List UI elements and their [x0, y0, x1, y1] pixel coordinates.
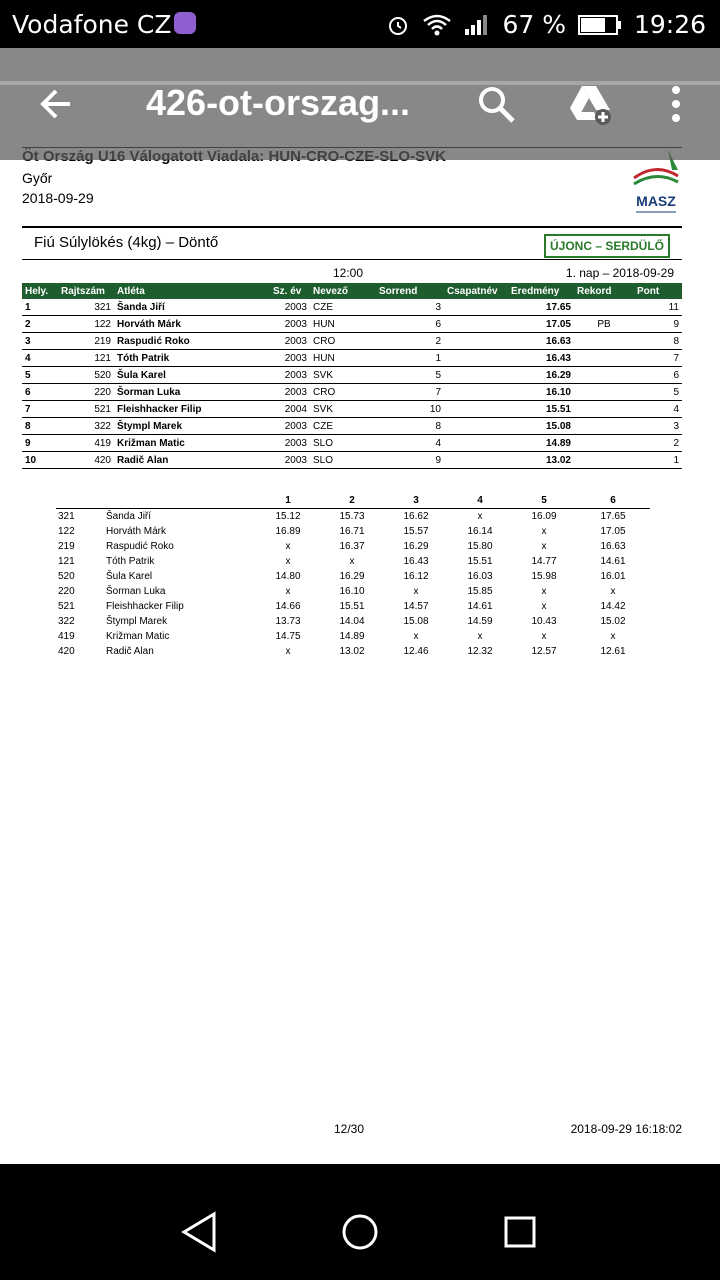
- result-bib: 220: [58, 384, 114, 401]
- result-name: Fleishhacker Filip: [114, 401, 270, 418]
- attempt-3: 16.12: [403, 571, 429, 582]
- result-year: 2003: [270, 435, 310, 452]
- result-team: [444, 384, 508, 401]
- col-team: Csapatnév: [444, 283, 508, 299]
- result-year: 2003: [270, 418, 310, 435]
- result-result: 17.65: [508, 299, 574, 316]
- circle-home-icon[interactable]: [336, 1208, 384, 1256]
- results-table: [22, 283, 682, 469]
- attempt-1: 14.80: [275, 571, 301, 582]
- result-points: 5: [634, 384, 682, 401]
- result-place: 5: [22, 367, 58, 384]
- attempt-6: x: [610, 631, 616, 642]
- result-place: 2: [22, 316, 58, 333]
- battery-icon: [578, 14, 622, 36]
- meet-date: 2018-09-29: [22, 190, 94, 206]
- result-nation: SVK: [310, 401, 376, 418]
- result-order: 2: [376, 333, 444, 350]
- attempt-bib: 322: [58, 616, 75, 627]
- result-row: [22, 452, 682, 469]
- result-order: 3: [376, 299, 444, 316]
- attempt-5: x: [541, 541, 547, 552]
- result-name: Raspudić Roko: [114, 333, 270, 350]
- attempt-col-5: 5: [512, 492, 576, 509]
- result-order: 4: [376, 435, 444, 452]
- result-result: 15.08: [508, 418, 574, 435]
- attempt-row: [56, 569, 650, 584]
- attempt-col-bib: [56, 492, 104, 509]
- result-year: 2003: [270, 367, 310, 384]
- result-row: [22, 333, 682, 350]
- attempt-6: 14.42: [600, 601, 626, 612]
- attempt-1: 14.66: [275, 601, 301, 612]
- divider: [22, 259, 682, 260]
- attempt-2: x: [349, 556, 355, 567]
- triangle-back-icon[interactable]: [176, 1208, 224, 1256]
- attempt-5: x: [541, 601, 547, 612]
- result-row: [22, 350, 682, 367]
- attempt-5: 10.43: [531, 616, 557, 627]
- result-row: [22, 316, 682, 333]
- attempt-5: 12.57: [531, 646, 557, 657]
- attempt-1: x: [285, 541, 291, 552]
- result-bib: 419: [58, 435, 114, 452]
- attempt-5: x: [541, 586, 547, 597]
- result-row: [22, 401, 682, 418]
- attempt-5: 14.77: [531, 556, 557, 567]
- result-name: Križman Matic: [114, 435, 270, 452]
- attempt-row: [56, 629, 650, 644]
- result-place: 4: [22, 350, 58, 367]
- result-row: [22, 299, 682, 316]
- attempt-3: 14.57: [403, 601, 429, 612]
- attempt-athlete: Šorman Luka: [106, 586, 166, 597]
- result-year: 2003: [270, 384, 310, 401]
- result-row: [22, 367, 682, 384]
- result-year: 2003: [270, 316, 310, 333]
- attempt-athlete: Tóth Patrik: [106, 556, 155, 567]
- result-points: 2: [634, 435, 682, 452]
- result-team: [444, 333, 508, 350]
- attempt-6: 14.61: [600, 556, 626, 567]
- result-place: 10: [22, 452, 58, 469]
- result-record: [574, 350, 634, 367]
- attempt-5: 16.09: [531, 511, 557, 522]
- col-record: Rekord: [574, 283, 634, 299]
- attempt-5: x: [541, 526, 547, 537]
- result-place: 9: [22, 435, 58, 452]
- col-result: Eredmény: [508, 283, 574, 299]
- attempt-4: 14.61: [467, 601, 493, 612]
- attempt-bib: 520: [58, 571, 75, 582]
- result-name: Šula Karel: [114, 367, 270, 384]
- attempt-5: 15.98: [531, 571, 557, 582]
- result-record: [574, 452, 634, 469]
- col-nation: Nevező: [310, 283, 376, 299]
- attempt-4: 14.59: [467, 616, 493, 627]
- more-vert-icon[interactable]: [654, 82, 698, 126]
- attempt-row: [56, 554, 650, 569]
- result-bib: 521: [58, 401, 114, 418]
- attempt-3: 15.57: [403, 526, 429, 537]
- attempt-4: 16.14: [467, 526, 493, 537]
- attempt-2: 16.10: [339, 586, 365, 597]
- event-time: 12:00: [333, 266, 364, 280]
- attempt-4: 15.80: [467, 541, 493, 552]
- attempt-bib: 420: [58, 646, 75, 657]
- attempt-athlete: Šanda Jiří: [106, 511, 152, 522]
- result-team: [444, 350, 508, 367]
- attempt-2: 13.02: [339, 646, 365, 657]
- attempt-6: 12.61: [600, 646, 626, 657]
- col-bib: Rajtszám: [58, 283, 114, 299]
- attempts-table: [56, 492, 650, 659]
- attempt-3: 15.08: [403, 616, 429, 627]
- result-row: [22, 418, 682, 435]
- result-nation: HUN: [310, 350, 376, 367]
- carrier-name: Vodafone CZ: [12, 10, 172, 39]
- attempt-col-3: 3: [384, 492, 448, 509]
- attempt-bib: 321: [58, 511, 75, 522]
- result-year: 2003: [270, 452, 310, 469]
- result-record: [574, 401, 634, 418]
- alarm-icon: [386, 13, 410, 37]
- result-points: 4: [634, 401, 682, 418]
- result-nation: SLO: [310, 435, 376, 452]
- page-number: 12/30: [334, 1122, 365, 1136]
- arrow-left-icon[interactable]: [36, 84, 76, 124]
- result-year: 2004: [270, 401, 310, 418]
- attempt-6: 17.05: [600, 526, 626, 537]
- result-result: 13.02: [508, 452, 574, 469]
- square-recents-icon[interactable]: [496, 1208, 544, 1256]
- attempt-3: x: [413, 586, 419, 597]
- attempt-3: x: [413, 631, 419, 642]
- result-year: 2003: [270, 299, 310, 316]
- result-order: 6: [376, 316, 444, 333]
- document-title: 426-ot-orszag...: [146, 82, 411, 123]
- result-order: 7: [376, 384, 444, 401]
- result-team: [444, 401, 508, 418]
- result-order: 1: [376, 350, 444, 367]
- result-nation: SVK: [310, 367, 376, 384]
- result-result: 14.89: [508, 435, 574, 452]
- attempt-row: [56, 509, 650, 525]
- result-team: [444, 316, 508, 333]
- attempt-athlete: Štympl Marek: [106, 616, 168, 627]
- drive-add-icon[interactable]: [568, 82, 612, 126]
- logo-text: MASZ: [636, 193, 676, 209]
- results-header-row: [22, 283, 682, 299]
- attempt-row: [56, 599, 650, 614]
- result-team: [444, 435, 508, 452]
- attempt-row: [56, 614, 650, 629]
- result-record: [574, 333, 634, 350]
- attempt-6: 15.02: [600, 616, 626, 627]
- meet-city: Győr: [22, 170, 53, 186]
- result-nation: CRO: [310, 333, 376, 350]
- attempt-2: 16.29: [339, 571, 365, 582]
- search-icon[interactable]: [474, 82, 518, 126]
- attempt-2: 14.89: [339, 631, 365, 642]
- signal-icon: [464, 13, 490, 37]
- result-points: 8: [634, 333, 682, 350]
- result-record: [574, 435, 634, 452]
- attempt-2: 16.37: [339, 541, 365, 552]
- col-year: Sz. év: [270, 283, 310, 299]
- result-bib: 121: [58, 350, 114, 367]
- attempt-row: [56, 584, 650, 599]
- pdf-page[interactable]: [0, 48, 720, 1164]
- result-order: 8: [376, 418, 444, 435]
- result-name: Štympl Marek: [114, 418, 270, 435]
- result-place: 3: [22, 333, 58, 350]
- result-points: 3: [634, 418, 682, 435]
- attempt-1: x: [285, 586, 291, 597]
- result-bib: 122: [58, 316, 114, 333]
- result-name: Horváth Márk: [114, 316, 270, 333]
- result-team: [444, 418, 508, 435]
- attempts-header-row: [56, 492, 650, 509]
- result-place: 6: [22, 384, 58, 401]
- attempt-bib: 419: [58, 631, 75, 642]
- result-result: 17.05: [508, 316, 574, 333]
- result-bib: 322: [58, 418, 114, 435]
- category-badge: ÚJONC – SERDÜLŐ: [544, 234, 670, 258]
- result-points: 7: [634, 350, 682, 367]
- attempt-4: 16.03: [467, 571, 493, 582]
- page-gap: [0, 1164, 720, 1186]
- result-nation: CZE: [310, 299, 376, 316]
- result-team: [444, 299, 508, 316]
- result-record: [574, 384, 634, 401]
- attempt-athlete: Raspudić Roko: [106, 541, 174, 552]
- attempt-4: 12.32: [467, 646, 493, 657]
- divider: [22, 226, 682, 228]
- attempt-athlete: Radič Alan: [106, 646, 154, 657]
- event-name: Fiú Súlylökés (4kg) – Döntő: [34, 234, 219, 251]
- result-row: [22, 384, 682, 401]
- status-icons: [386, 10, 706, 39]
- result-points: 6: [634, 367, 682, 384]
- result-order: 10: [376, 401, 444, 418]
- result-team: [444, 452, 508, 469]
- result-year: 2003: [270, 350, 310, 367]
- attempt-bib: 219: [58, 541, 75, 552]
- attempt-1: x: [285, 556, 291, 567]
- result-nation: SLO: [310, 452, 376, 469]
- attempt-athlete: Šula Karel: [106, 571, 153, 582]
- result-nation: CRO: [310, 384, 376, 401]
- result-record: [574, 367, 634, 384]
- result-bib: 219: [58, 333, 114, 350]
- attempt-bib: 220: [58, 586, 75, 597]
- result-name: Šorman Luka: [114, 384, 270, 401]
- attempt-athlete: Horváth Márk: [106, 526, 167, 537]
- attempt-2: 15.51: [339, 601, 365, 612]
- attempt-3: 16.43: [403, 556, 429, 567]
- notification-icon: [174, 12, 196, 34]
- attempt-athlete: Križman Matic: [106, 631, 170, 642]
- attempt-bib: 121: [58, 556, 75, 567]
- col-athlete: Atléta: [114, 283, 270, 299]
- attempt-col-2: 2: [320, 492, 384, 509]
- attempt-1: 14.75: [275, 631, 301, 642]
- attempt-bib: 521: [58, 601, 75, 612]
- result-bib: 321: [58, 299, 114, 316]
- result-bib: 420: [58, 452, 114, 469]
- result-place: 1: [22, 299, 58, 316]
- wifi-icon: [422, 13, 452, 37]
- attempt-3: 16.29: [403, 541, 429, 552]
- result-row: [22, 435, 682, 452]
- result-name: Šanda Jiří: [114, 299, 270, 316]
- attempt-1: x: [285, 646, 291, 657]
- result-order: 5: [376, 367, 444, 384]
- result-points: 9: [634, 316, 682, 333]
- result-record: PB: [574, 316, 634, 333]
- result-name: Tóth Patrik: [114, 350, 270, 367]
- attempt-1: 16.89: [275, 526, 301, 537]
- attempt-4: 15.85: [467, 586, 493, 597]
- printed-timestamp: 2018-09-29 16:18:02: [570, 1122, 682, 1136]
- result-year: 2003: [270, 333, 310, 350]
- clock: 19:26: [633, 10, 706, 39]
- attempt-2: 15.73: [339, 511, 365, 522]
- battery-percent: 67 %: [502, 10, 566, 39]
- attempt-1: 15.12: [275, 511, 301, 522]
- result-nation: CZE: [310, 418, 376, 435]
- attempt-6: 16.63: [600, 541, 626, 552]
- result-record: [574, 418, 634, 435]
- attempt-col-1: 1: [256, 492, 320, 509]
- result-result: 16.29: [508, 367, 574, 384]
- result-place: 7: [22, 401, 58, 418]
- attempt-4: x: [477, 631, 483, 642]
- attempt-6: 17.65: [600, 511, 626, 522]
- col-place: Hely.: [22, 283, 58, 299]
- attempt-6: x: [610, 586, 616, 597]
- attempt-1: 13.73: [275, 616, 301, 627]
- attempt-6: 16.01: [600, 571, 626, 582]
- attempt-athlete: Fleishhacker Filip: [106, 601, 184, 612]
- attempt-row: [56, 644, 650, 659]
- toolbar: [0, 48, 720, 160]
- attempt-bib: 122: [58, 526, 75, 537]
- result-points: 11: [634, 299, 682, 316]
- attempt-4: x: [477, 511, 483, 522]
- result-result: 15.51: [508, 401, 574, 418]
- result-record: [574, 299, 634, 316]
- result-bib: 520: [58, 367, 114, 384]
- col-points: Pont: [634, 283, 682, 299]
- attempt-col-name: [104, 492, 256, 509]
- attempt-2: 16.71: [339, 526, 365, 537]
- attempt-5: x: [541, 631, 547, 642]
- result-points: 1: [634, 452, 682, 469]
- col-order: Sorrend: [376, 283, 444, 299]
- document: [0, 48, 720, 1164]
- attempt-row: [56, 539, 650, 554]
- result-nation: HUN: [310, 316, 376, 333]
- attempt-4: 15.51: [467, 556, 493, 567]
- result-team: [444, 367, 508, 384]
- result-order: 9: [376, 452, 444, 469]
- result-result: 16.10: [508, 384, 574, 401]
- attempt-2: 14.04: [339, 616, 365, 627]
- attempt-row: [56, 524, 650, 539]
- result-result: 16.43: [508, 350, 574, 367]
- result-name: Radič Alan: [114, 452, 270, 469]
- navigation-bar: [0, 1186, 720, 1280]
- attempt-col-4: 4: [448, 492, 512, 509]
- status-bar: [0, 0, 720, 48]
- result-result: 16.63: [508, 333, 574, 350]
- result-place: 8: [22, 418, 58, 435]
- event-day: 1. nap – 2018-09-29: [565, 266, 674, 280]
- attempt-3: 12.46: [403, 646, 429, 657]
- attempt-3: 16.62: [403, 511, 429, 522]
- attempt-col-6: 6: [576, 492, 650, 509]
